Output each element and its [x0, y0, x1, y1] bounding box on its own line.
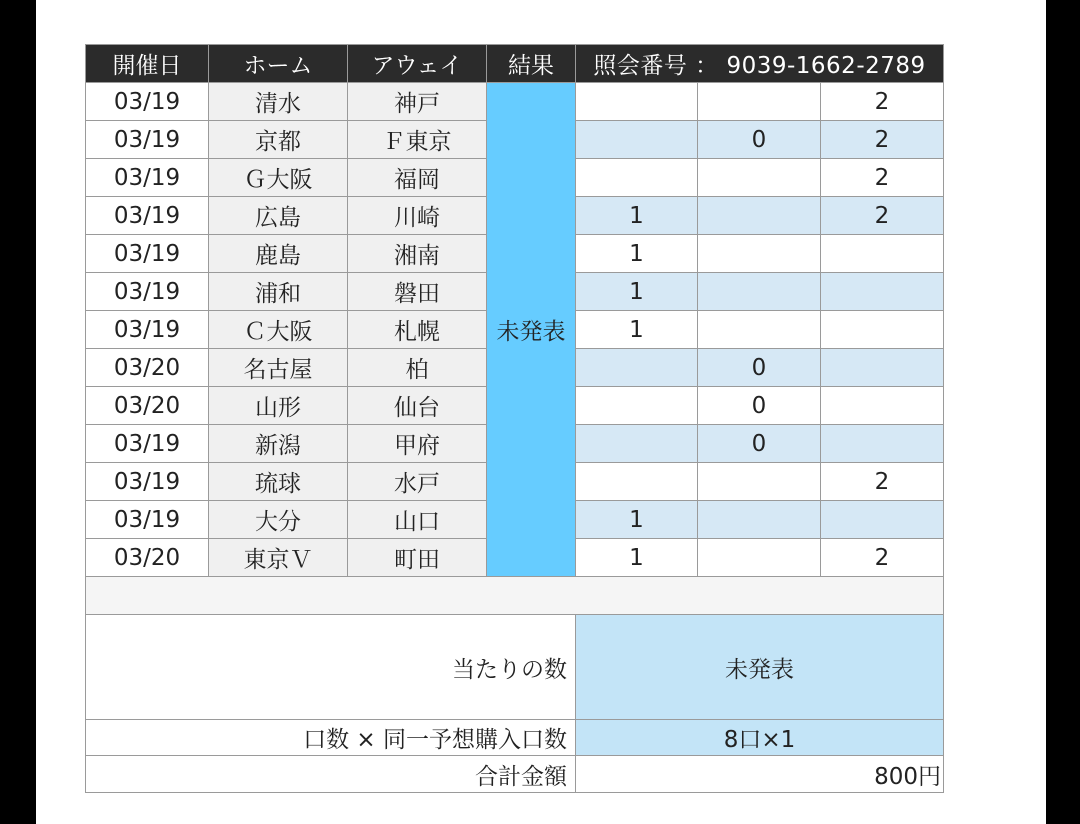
pick-away-win: 2: [821, 539, 944, 577]
pick-away-win: [821, 235, 944, 273]
pick-home-win: [576, 463, 698, 501]
pick-draw: 0: [698, 387, 821, 425]
home-team: Ｇ大阪: [209, 159, 348, 197]
home-team: 浦和: [209, 273, 348, 311]
pick-home-win: [576, 121, 698, 159]
units-label: 口数 × 同一予想購入口数: [86, 720, 576, 756]
match-list: [86, 83, 944, 577]
away-team: 水戸: [348, 463, 487, 501]
pick-away-win: [821, 501, 944, 539]
prediction-table: [85, 44, 944, 793]
units-row: [86, 720, 944, 756]
home-team: 清水: [209, 83, 348, 121]
pick-home-win: [576, 349, 698, 387]
pick-draw: [698, 235, 821, 273]
pick-draw: [698, 197, 821, 235]
home-team: 鹿島: [209, 235, 348, 273]
result-status: 未発表: [487, 83, 576, 577]
pick-draw: [698, 463, 821, 501]
away-team: Ｆ東京: [348, 121, 487, 159]
match-date: 03/19: [86, 159, 209, 197]
pick-away-win: 2: [821, 159, 944, 197]
away-team: 福岡: [348, 159, 487, 197]
home-team: 広島: [209, 197, 348, 235]
pick-away-win: [821, 273, 944, 311]
header-reference-number: 照会番号 ： 9039-1662-2789: [576, 45, 944, 83]
total-value: 800円: [576, 756, 944, 793]
pick-draw: [698, 273, 821, 311]
match-date: 03/19: [86, 501, 209, 539]
pick-draw: [698, 501, 821, 539]
pick-away-win: [821, 311, 944, 349]
pick-draw: [698, 539, 821, 577]
pick-home-win: 1: [576, 501, 698, 539]
pick-away-win: 2: [821, 121, 944, 159]
match-date: 03/19: [86, 425, 209, 463]
match-date: 03/20: [86, 387, 209, 425]
pick-home-win: [576, 387, 698, 425]
pick-away-win: [821, 387, 944, 425]
away-team: 町田: [348, 539, 487, 577]
match-date: 03/20: [86, 349, 209, 387]
home-team: 名古屋: [209, 349, 348, 387]
header-home: ホーム: [209, 45, 348, 83]
hits-label: 当たりの数: [86, 615, 576, 720]
pick-away-win: [821, 349, 944, 387]
pick-away-win: 2: [821, 197, 944, 235]
pick-draw: 0: [698, 121, 821, 159]
pick-draw: [698, 159, 821, 197]
home-team: 琉球: [209, 463, 348, 501]
away-team: 山口: [348, 501, 487, 539]
table-header-row: [86, 45, 944, 83]
match-row: [86, 83, 944, 121]
header-date: 開催日: [86, 45, 209, 83]
pick-home-win: [576, 159, 698, 197]
match-date: 03/20: [86, 539, 209, 577]
ticket-page: [36, 0, 1046, 824]
pick-away-win: 2: [821, 463, 944, 501]
away-team: 磐田: [348, 273, 487, 311]
pick-draw: 0: [698, 349, 821, 387]
match-date: 03/19: [86, 463, 209, 501]
home-team: 京都: [209, 121, 348, 159]
header-result: 結果: [487, 45, 576, 83]
away-team: 柏: [348, 349, 487, 387]
pick-home-win: [576, 425, 698, 463]
pick-away-win: [821, 425, 944, 463]
pick-home-win: [576, 83, 698, 121]
home-team: 東京Ｖ: [209, 539, 348, 577]
spacer-row: [86, 577, 944, 615]
match-date: 03/19: [86, 273, 209, 311]
home-team: 山形: [209, 387, 348, 425]
away-team: 仙台: [348, 387, 487, 425]
home-team: 新潟: [209, 425, 348, 463]
pick-home-win: 1: [576, 273, 698, 311]
match-date: 03/19: [86, 121, 209, 159]
away-team: 甲府: [348, 425, 487, 463]
pick-away-win: 2: [821, 83, 944, 121]
pick-home-win: 1: [576, 311, 698, 349]
home-team: Ｃ大阪: [209, 311, 348, 349]
hits-row: [86, 615, 944, 720]
match-date: 03/19: [86, 197, 209, 235]
pick-draw: [698, 83, 821, 121]
match-date: 03/19: [86, 235, 209, 273]
hits-value: 未発表: [576, 615, 944, 720]
total-label: 合計金額: [86, 756, 576, 793]
header-away: アウェイ: [348, 45, 487, 83]
pick-home-win: 1: [576, 197, 698, 235]
match-date: 03/19: [86, 311, 209, 349]
away-team: 札幌: [348, 311, 487, 349]
pick-home-win: 1: [576, 539, 698, 577]
total-row: [86, 756, 944, 793]
home-team: 大分: [209, 501, 348, 539]
match-date: 03/19: [86, 83, 209, 121]
away-team: 神戸: [348, 83, 487, 121]
away-team: 川崎: [348, 197, 487, 235]
pick-draw: 0: [698, 425, 821, 463]
units-value: 8口×1: [576, 720, 944, 756]
pick-home-win: 1: [576, 235, 698, 273]
pick-draw: [698, 311, 821, 349]
away-team: 湘南: [348, 235, 487, 273]
